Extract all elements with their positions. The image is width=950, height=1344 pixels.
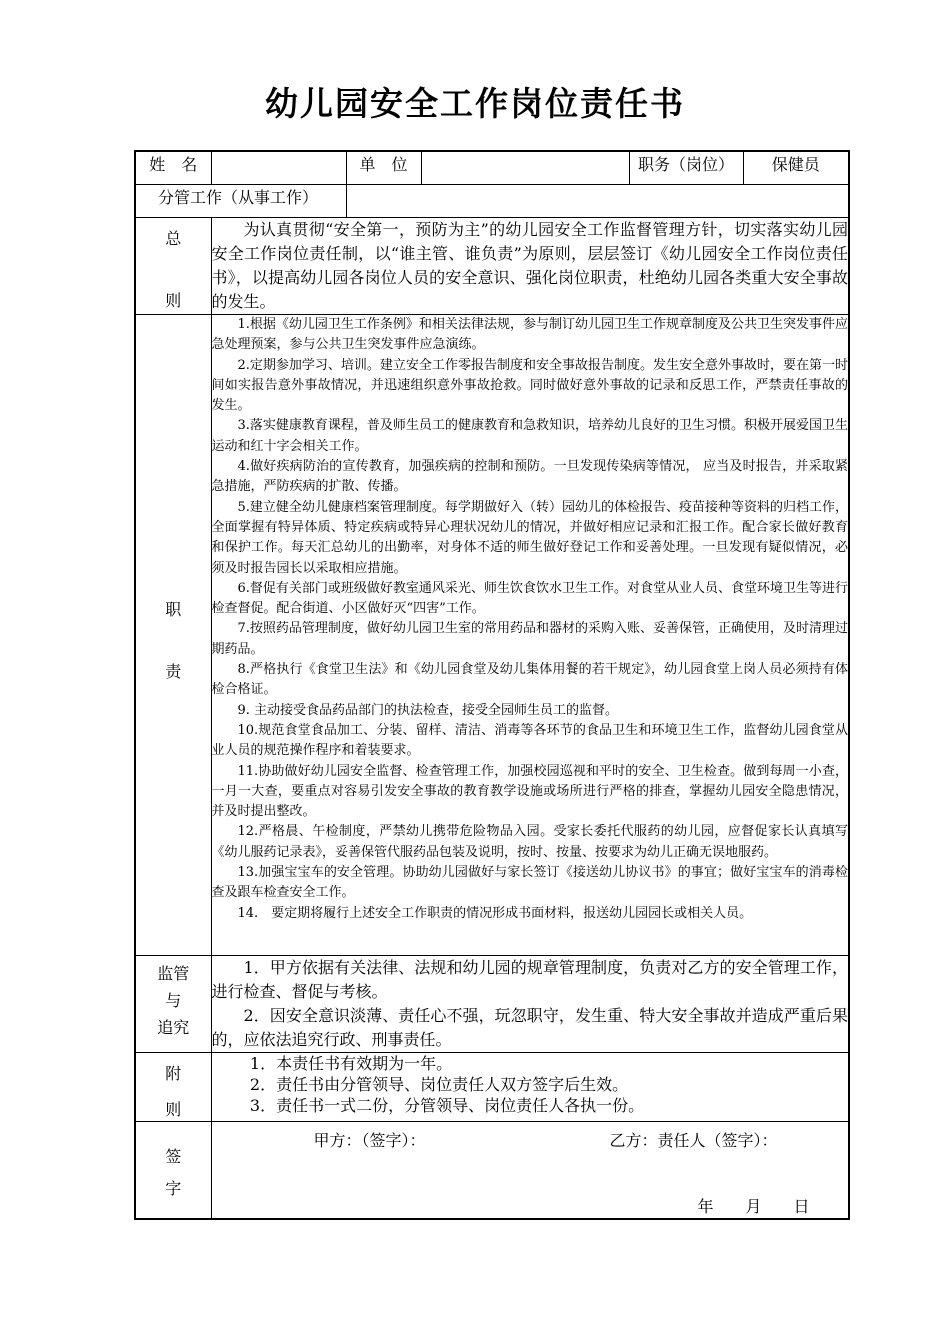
duty-item: 4.做好疾病防治的宣传教育，加强疾病的控制和预防。一旦发现传染病等情况， 应当及时报告，并采取紧急措施，严防疾病的扩散、传播。: [211, 459, 848, 495]
signature-label: [135, 1122, 211, 1220]
supervision-item: 1．甲方依据有关法律、法规和幼儿园的规章管理制度，负责对乙方的安全管理工作，进行检查、督促与考核。: [211, 958, 848, 1001]
general-label-top: 总: [165, 229, 182, 248]
appendix-label-top: 附: [165, 1064, 182, 1083]
responsibility-table: [134, 150, 850, 1220]
post-value: 保健员: [743, 151, 849, 185]
unit-label: 单 位: [346, 151, 421, 185]
appendix-list: [211, 1053, 849, 1122]
document-title: 幼儿园安全工作岗位责任书: [265, 84, 685, 123]
signature-label-top: 签: [165, 1147, 182, 1166]
signature-row: [135, 1122, 849, 1220]
charge-field[interactable]: [346, 185, 849, 218]
duty-item: 6.督促有关部门或班级做好教室通风采光、师生饮食饮水卫生工作。对食堂从业人员、食堂环境卫生等进行检查督促。配合街道、小区做好灭“四害”工作。: [211, 580, 848, 617]
duties-label-bottom: 责: [165, 662, 182, 681]
duties-list: [211, 315, 849, 956]
duty-item: 9. 主动接受食品药品部门的执法检查，接受全园师生员工的监督。: [237, 702, 619, 718]
duty-item: 5.建立健全幼儿健康档案管理制度。每学期做好入（转）园幼儿的体检报告、疫苗接种等资料的归档工作，全面掌握有特异体质、特定疾病或特异心理状况幼儿的情况，并做好相应记录和汇报工作。配合家长做好教育和保护工作。每天汇总幼儿的出勤率，对身体不适的师生做好登记工作和妥善处理。一旦发现有疑似情况，必须及时报告园长以采取相应措施。: [211, 499, 848, 576]
duties-label: [135, 315, 211, 956]
duty-item: 1.根据《幼儿园卫生工作条例》和相关法律法规，参与制订幼儿园卫生工作规章制度及公共卫生突发事件应急处理预案，参与公共卫生突发事件应急演练。: [211, 317, 848, 353]
duty-item: 12.严格晨、午检制度，严禁幼儿携带危险物品入园。受家长委托代服药的幼儿园，应督促家长认真填写《幼儿服药记录表》，妥善保管代服药品包装及说明，按时、按量、按要求为幼儿正确无误地服药。: [211, 824, 848, 860]
duty-item: 14. 要定期将履行上述安全工作职责的情况形成书面材料，报送幼儿园园长或相关人员。: [237, 905, 753, 921]
duty-item: 13.加强宝宝车的安全管理。协助幼儿园做好与家长签订《接送幼儿协议书》的事宜；做好宝宝车的消毒检查及跟车检查安全工作。: [211, 865, 848, 901]
duty-item: 10.规范食堂食品加工、分装、留样、清洁、消毒等各环节的食品卫生和环境卫生工作，监督幼儿园食堂从业人员的规范操作程序和着装要求。: [211, 722, 848, 759]
appendix-item: 2．责任书由分管领导、岗位责任人双方签字后生效。: [249, 1075, 629, 1094]
duty-item: 3.落实健康教育课程，普及师生员工的健康教育和急救知识，培养幼儿良好的卫生习惯。积极开展爱国卫生运动和红十字会相关工作。: [211, 418, 848, 454]
header-row: [135, 151, 849, 185]
appendix-item: 1．本责任书有效期为一年。: [249, 1054, 453, 1073]
duties-label-top: 职: [165, 600, 182, 619]
unit-field[interactable]: [421, 151, 629, 185]
general-text-cell: [211, 218, 849, 315]
duties-row: [135, 315, 849, 956]
party-b-signature[interactable]: 乙方：责任人（签字）：: [609, 1131, 778, 1150]
duty-item: 8.严格执行《食堂卫生法》和《幼儿园食堂及幼儿集体用餐的若干规定》，幼儿园食堂上岗人员必须持有体检合格证。: [211, 662, 848, 698]
signature-cell: [211, 1122, 849, 1220]
general-label: [135, 218, 211, 315]
supervision-label-line: 监管: [157, 964, 190, 983]
duty-item: 11.协助做好幼儿园安全监督、检查管理工作，加强校园巡视和平时的安全、卫生检查。做到每周一小查，一月一大查，要重点对容易引发安全事故的教育教学设施或场所进行严格的排查，掌握幼儿园安全隐患情况，并及时提出整改。: [211, 763, 848, 820]
appendix-row: [135, 1053, 849, 1122]
supervision-row: [135, 956, 849, 1053]
charge-label: 分管工作（从事工作）: [135, 185, 346, 218]
duty-item: 7.按照药品管理制度，做好幼儿园卫生室的常用药品和器材的采购入账、妥善保管，正确使用，及时清理过期药品。: [211, 621, 848, 657]
appendix-item: 3．责任书一式二份，分管领导、岗位责任人各执一份。: [249, 1096, 645, 1115]
supervision-label-line: 与: [165, 991, 182, 1010]
supervision-label-line: 追究: [157, 1018, 190, 1037]
signature-label-bottom: 字: [165, 1179, 182, 1198]
supervision-item: 2．因安全意识淡薄、责任心不强，玩忽职守，发生重、特大安全事故并造成严重后果的，应依法追究行政、刑事责任。: [211, 1006, 848, 1049]
name-label: 姓 名: [135, 151, 211, 185]
general-row: [135, 218, 849, 315]
name-field[interactable]: [211, 151, 346, 185]
post-label: 职务（岗位）: [629, 151, 743, 185]
charge-row: [135, 185, 849, 218]
appendix-label: [135, 1053, 211, 1122]
supervision-list: [211, 956, 849, 1053]
general-text: 为认真贯彻“安全第一，预防为主”的幼儿园安全工作监督管理方针，切实落实幼儿园安全工作岗位责任制，以“谁主管、谁负责”为原则，层层签订《幼儿园安全工作岗位责任书》，以提高幼儿园各岗位人员的安全意识、强化岗位职责，杜绝幼儿园各类重大安全事故的发生。: [211, 220, 848, 311]
duty-item: 2.定期参加学习、培训。建立安全工作零报告制度和安全事故报告制度。发生安全意外事故时，要在第一时间如实报告意外事故情况，并迅速组织意外事故抢救。同时做好意外事故的记录和反思工作，严禁责任事故的发生。: [211, 357, 848, 414]
party-a-signature[interactable]: 甲方：（签字）：: [313, 1131, 426, 1150]
supervision-label: [135, 956, 211, 1053]
appendix-label-bottom: 则: [165, 1100, 182, 1119]
signature-date[interactable]: 年 月 日: [697, 1197, 810, 1216]
general-label-bottom: 则: [165, 291, 182, 310]
